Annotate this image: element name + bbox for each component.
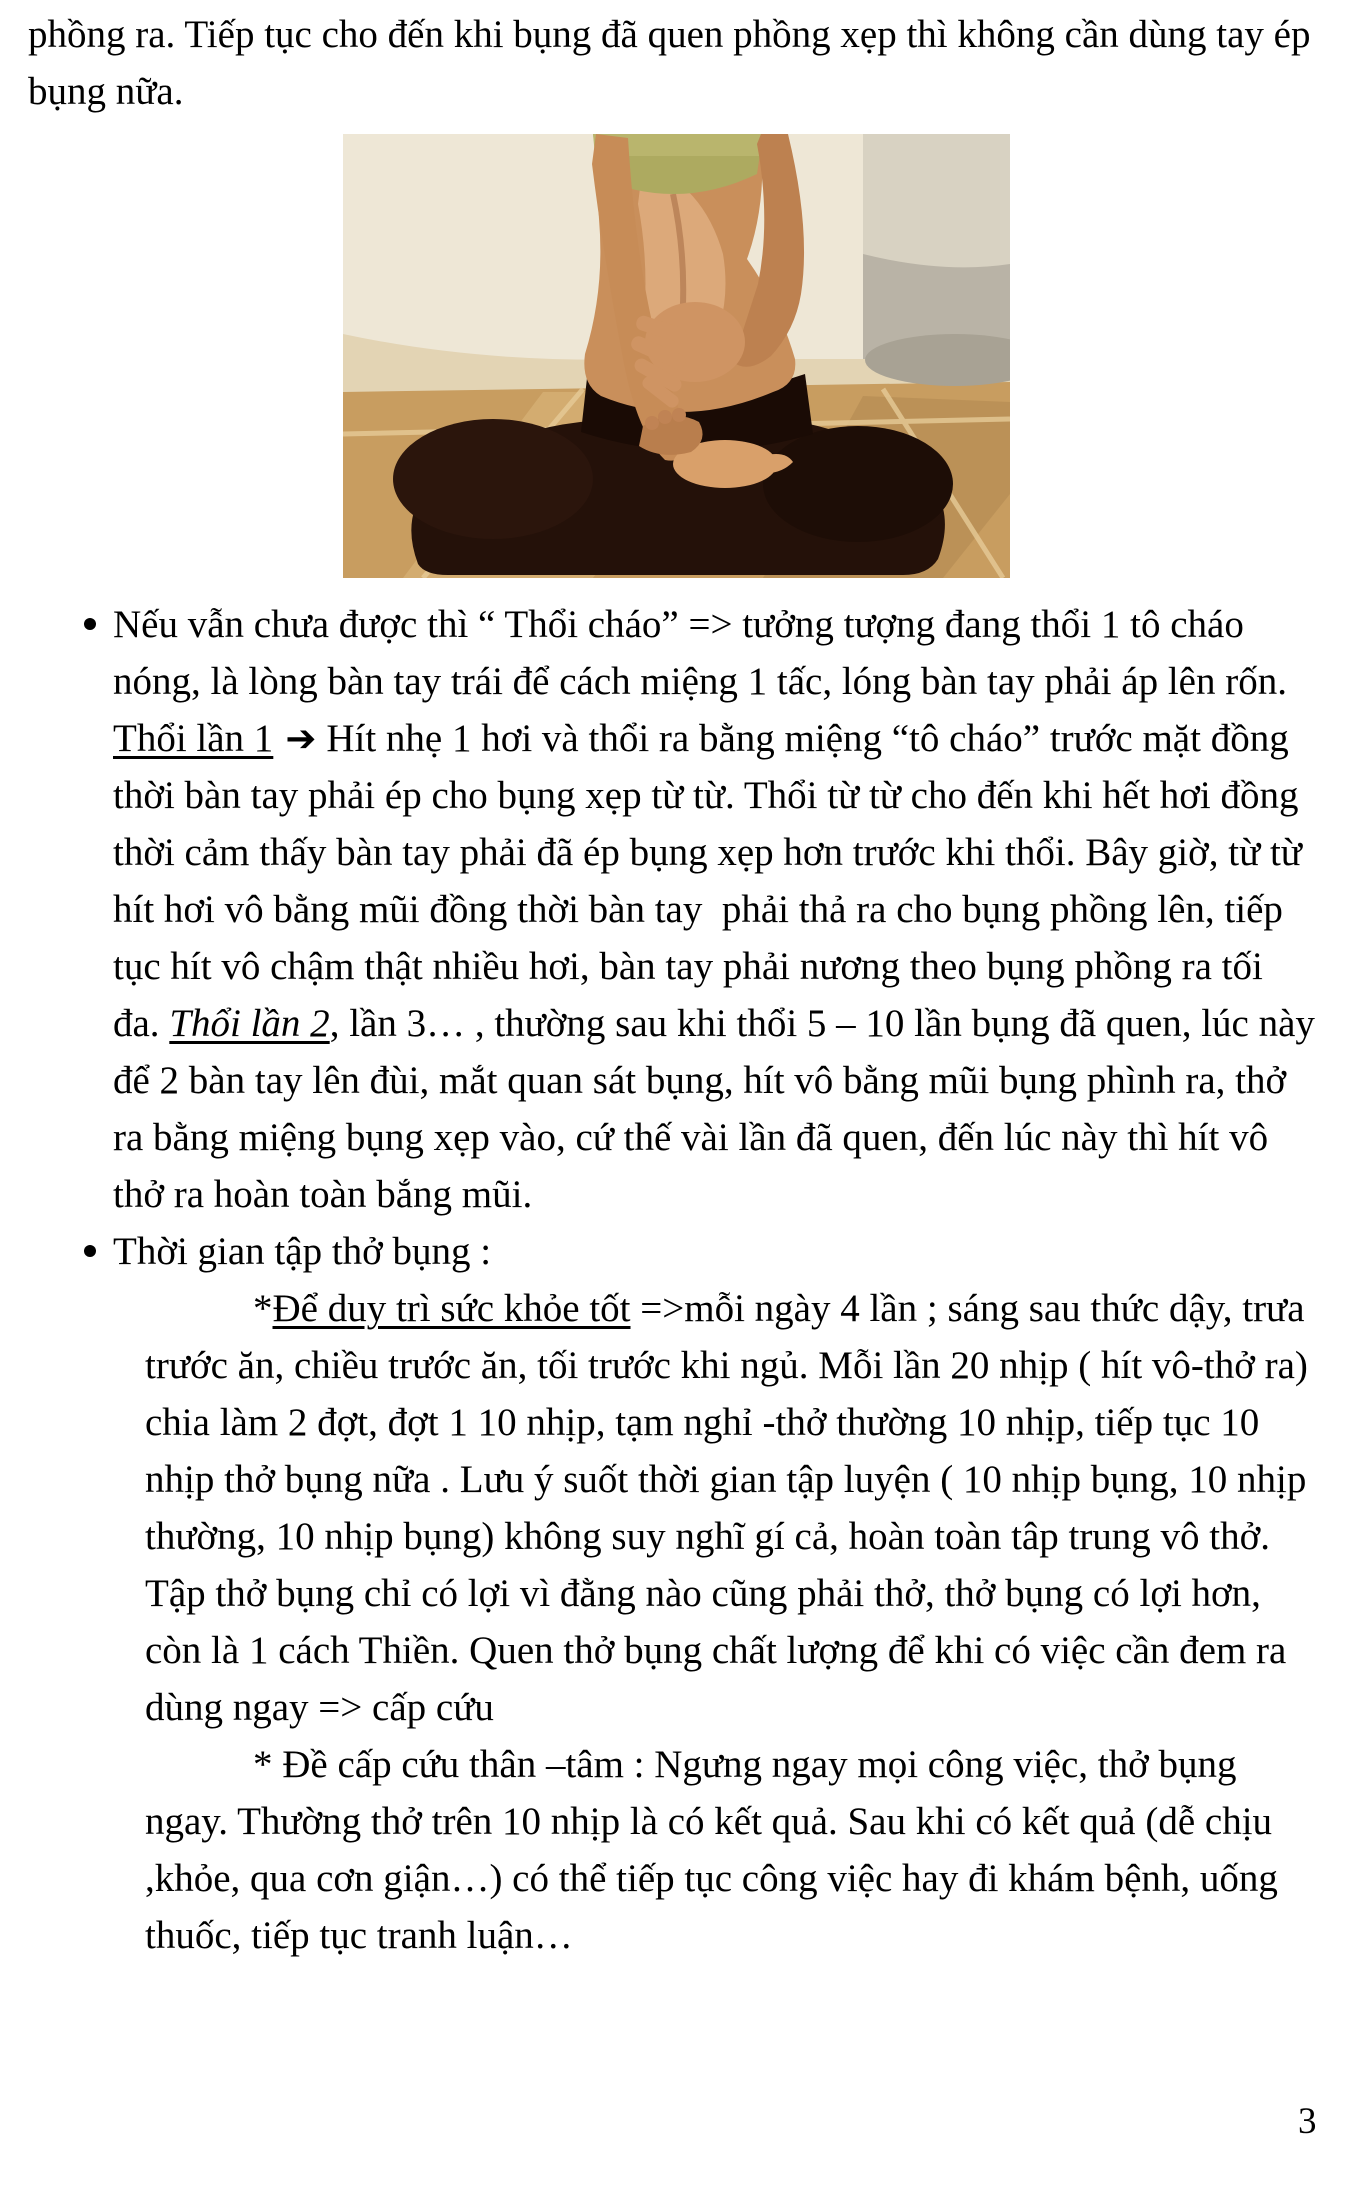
- para2-text: * Đề cấp cứu thân –tâm : Ngưng ngay mọi công việc, thở bụng ngay. Thường thở trên 10 nhịp là có kết quả. Sau khi có kết quả (dễ chịu ,khỏe, qua cơn giận…) có thể tiếp tục công việc hay đi khám bệnh, uống thuốc, tiếp tục tranh luận…: [145, 1743, 1288, 1957]
- bullet1-text-before: Nếu vẫn chưa được thì “ Thổi cháo” => tưởng tượng đang thổi 1 tô cháo nóng, là lòng bàn tay trái để cách miệng 1 tấc, lóng bàn tay phải áp lên rốn.: [113, 603, 1297, 703]
- star-marker: *: [253, 1287, 273, 1330]
- underline-maintain-health: Để duy trì sức khỏe tốt: [272, 1287, 631, 1330]
- para1-text: =>mỗi ngày 4 lần ; sáng sau thức dậy, trưa trước ăn, chiều trước ăn, tối trước khi ngủ. Mỗi lần 20 nhịp ( hít vô-thở ra) chia làm 2 đợt, đợt 1 10 nhịp, tạm nghỉ -thở thường 10 nhịp, tiếp tục 10 nhịp thở bụng nữa . Lưu ý suốt thời gian tập luyện ( 10 nhịp bụng, 10 nhịp thường, 10 nhịp bụng) không suy nghĩ gí cả, hoàn toàn tâp trung vô thở. Tập thở bụng chỉ có lợi vì đằng nào cũng phải thở, thở bụng có lợi hơn, còn là 1 cách Thiền. Quen thở bụng chất lượng để khi có việc cần đem ra dùng ngay => cấp cứu: [145, 1287, 1318, 1729]
- list-item-blow-porridge: [113, 596, 1325, 1223]
- meditation-photo: [343, 134, 1010, 578]
- paragraph-emergency: [145, 1736, 1320, 1964]
- arrow-right-icon: ➔: [285, 717, 317, 760]
- bullet1-text-after: , lần 3… , thường sau khi thổi 5 – 10 lần bụng đã quen, lúc này để 2 bàn tay lên đùi, mắt quan sát bụng, hít vô bằng mũi bụng phình ra, thở ra bằng miệng bụng xẹp vào, cứ thế vài lần đã quen, đến lúc này thì hít vô thở ra hoàn toàn bắng mũi.: [113, 1002, 1325, 1216]
- underline-thoi-lan-1: Thổi lần 1: [113, 717, 274, 760]
- document-page: [0, 6, 1368, 2191]
- list-item-practice-time: [113, 1223, 1318, 1280]
- bullet1-text-mid: Hít nhẹ 1 hơi và thổi ra bằng miệng “tô cháo” trước mặt đồng thời bàn tay phải ép cho bụng xẹp từ từ. Thổi từ từ cho đến khi hết hơi đồng thời cảm thấy bàn tay phải đã ép bụng xẹp hơn trước khi thổi. Bây giờ, từ từ hít hơi vô bằng mũi đồng thời bàn tay phải thả ra cho bụng phồng lên, tiếp tục hít vô chậm thật nhiều hơi, bàn tay phải nương theo bụng phồng ra tối đa.: [113, 717, 1312, 1045]
- page-number: 3: [1298, 2101, 1317, 2142]
- intro-paragraph: phồng ra. Tiếp tục cho đến khi bụng đã quen phồng xẹp thì không cần dùng tay ép bụng nữa.: [28, 13, 1321, 113]
- bullet2-text: Thời gian tập thở bụng :: [113, 1230, 492, 1273]
- paragraph-maintain-health: [145, 1280, 1320, 1736]
- underline-thoi-lan-2: Thổi lần 2: [169, 1002, 330, 1045]
- meditation-photo-illustration: [343, 134, 1010, 578]
- breathing-instructions-list: [113, 596, 1325, 1280]
